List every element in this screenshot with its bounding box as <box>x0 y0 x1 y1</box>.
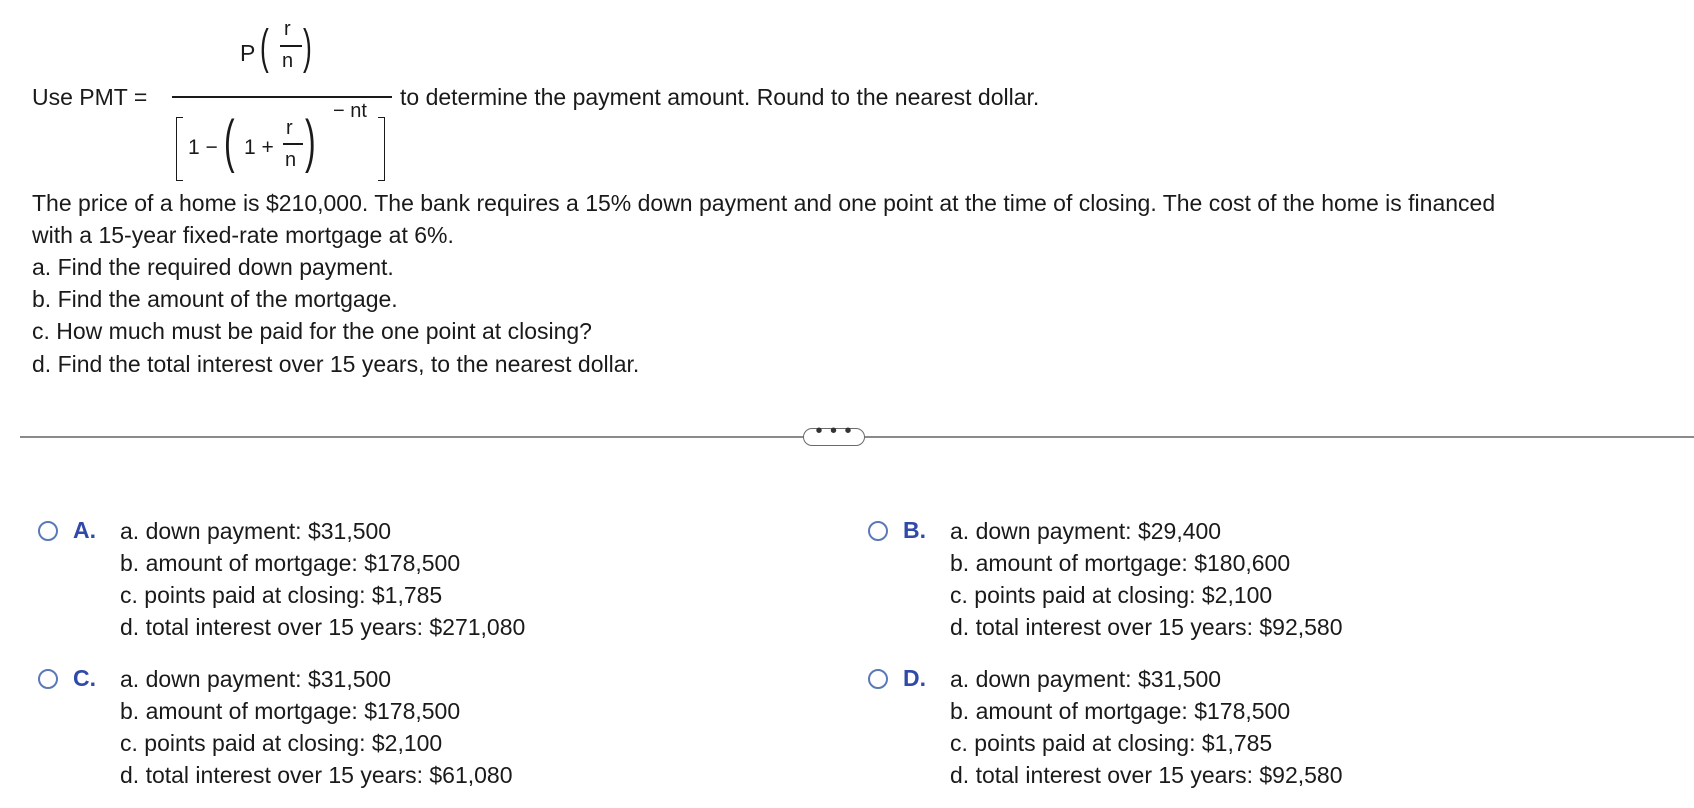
formula-frac-bar-top <box>280 45 302 47</box>
option-c-letter: C. <box>73 665 96 691</box>
formula-num-n: n <box>282 50 294 72</box>
option-a-line-b: b. amount of mortgage: $178,500 <box>120 550 461 576</box>
problem-part-b: b. Find the amount of the mortgage. <box>32 286 398 312</box>
problem-part-c: c. How much must be paid for the one point at closing? <box>32 318 592 344</box>
formula-den-paren-outer-open: ( <box>224 109 235 174</box>
option-c-lines <box>120 663 513 791</box>
formula-main-bar <box>172 96 392 98</box>
option-a-line-a: a. down payment: $31,500 <box>120 518 392 544</box>
option-a-line-c: c. points paid at closing: $1,785 <box>120 582 443 608</box>
option-b-line-a: a. down payment: $29,400 <box>950 518 1222 544</box>
option-d-letter: D. <box>903 665 926 691</box>
formula-lead: Use PMT = <box>32 84 148 110</box>
option-b-line-c: c. points paid at closing: $2,100 <box>950 582 1273 608</box>
option-d-lines <box>950 663 1343 791</box>
option-d-line-b: b. amount of mortgage: $178,500 <box>950 698 1291 724</box>
option-d-line-d: d. total interest over 15 years: $92,580 <box>950 762 1343 788</box>
more-options-button[interactable] <box>803 420 865 446</box>
formula-one-plus: 1 + <box>244 136 274 159</box>
option-a-radio[interactable] <box>38 521 58 541</box>
option-c-line-c: c. points paid at closing: $2,100 <box>120 730 443 756</box>
formula-den-n: n <box>285 149 297 171</box>
option-c-line-b: b. amount of mortgage: $178,500 <box>120 698 461 724</box>
formula-paren-close: ) <box>303 21 312 74</box>
option-c-radio[interactable] <box>38 669 58 689</box>
formula-num-r: r <box>284 18 291 40</box>
option-d-radio[interactable] <box>868 669 888 689</box>
formula-bracket-right <box>378 117 385 181</box>
formula-paren-open: ( <box>260 21 269 74</box>
option-b-letter: B. <box>903 517 926 543</box>
problem-line-2: with a 15-year fixed-rate mortgage at 6%. <box>32 222 454 248</box>
option-b-lines <box>950 515 1343 643</box>
option-d-line-a: a. down payment: $31,500 <box>950 666 1222 692</box>
formula-frac-bar-den <box>283 143 303 145</box>
option-b-line-d: d. total interest over 15 years: $92,580 <box>950 614 1343 640</box>
option-c-line-a: a. down payment: $31,500 <box>120 666 392 692</box>
formula-p: P <box>240 40 256 66</box>
problem-part-a: a. Find the required down payment. <box>32 254 394 280</box>
formula-den-r: r <box>286 117 293 139</box>
formula-trail: to determine the payment amount. Round to the nearest dollar. <box>400 84 1040 110</box>
formula-one-minus: 1 − <box>188 136 218 159</box>
option-b-line-b: b. amount of mortgage: $180,600 <box>950 550 1291 576</box>
problem-line-1: The price of a home is $210,000. The bank requires a 15% down payment and one point at the time of closing. The cost of the home is financed <box>32 190 1496 216</box>
formula-bracket-left <box>176 117 183 181</box>
formula-exponent: − nt <box>333 100 367 122</box>
problem-part-d: d. Find the total interest over 15 years, to the nearest dollar. <box>32 351 640 377</box>
formula-den-paren-outer-close: ) <box>305 109 316 174</box>
option-a-lines <box>120 515 525 643</box>
option-c-line-d: d. total interest over 15 years: $61,080 <box>120 762 513 788</box>
ellipsis-icon: • • • <box>815 420 853 442</box>
option-a-letter: A. <box>73 517 96 543</box>
option-b-radio[interactable] <box>868 521 888 541</box>
option-a-line-d: d. total interest over 15 years: $271,080 <box>120 614 526 640</box>
option-d-line-c: c. points paid at closing: $1,785 <box>950 730 1273 756</box>
